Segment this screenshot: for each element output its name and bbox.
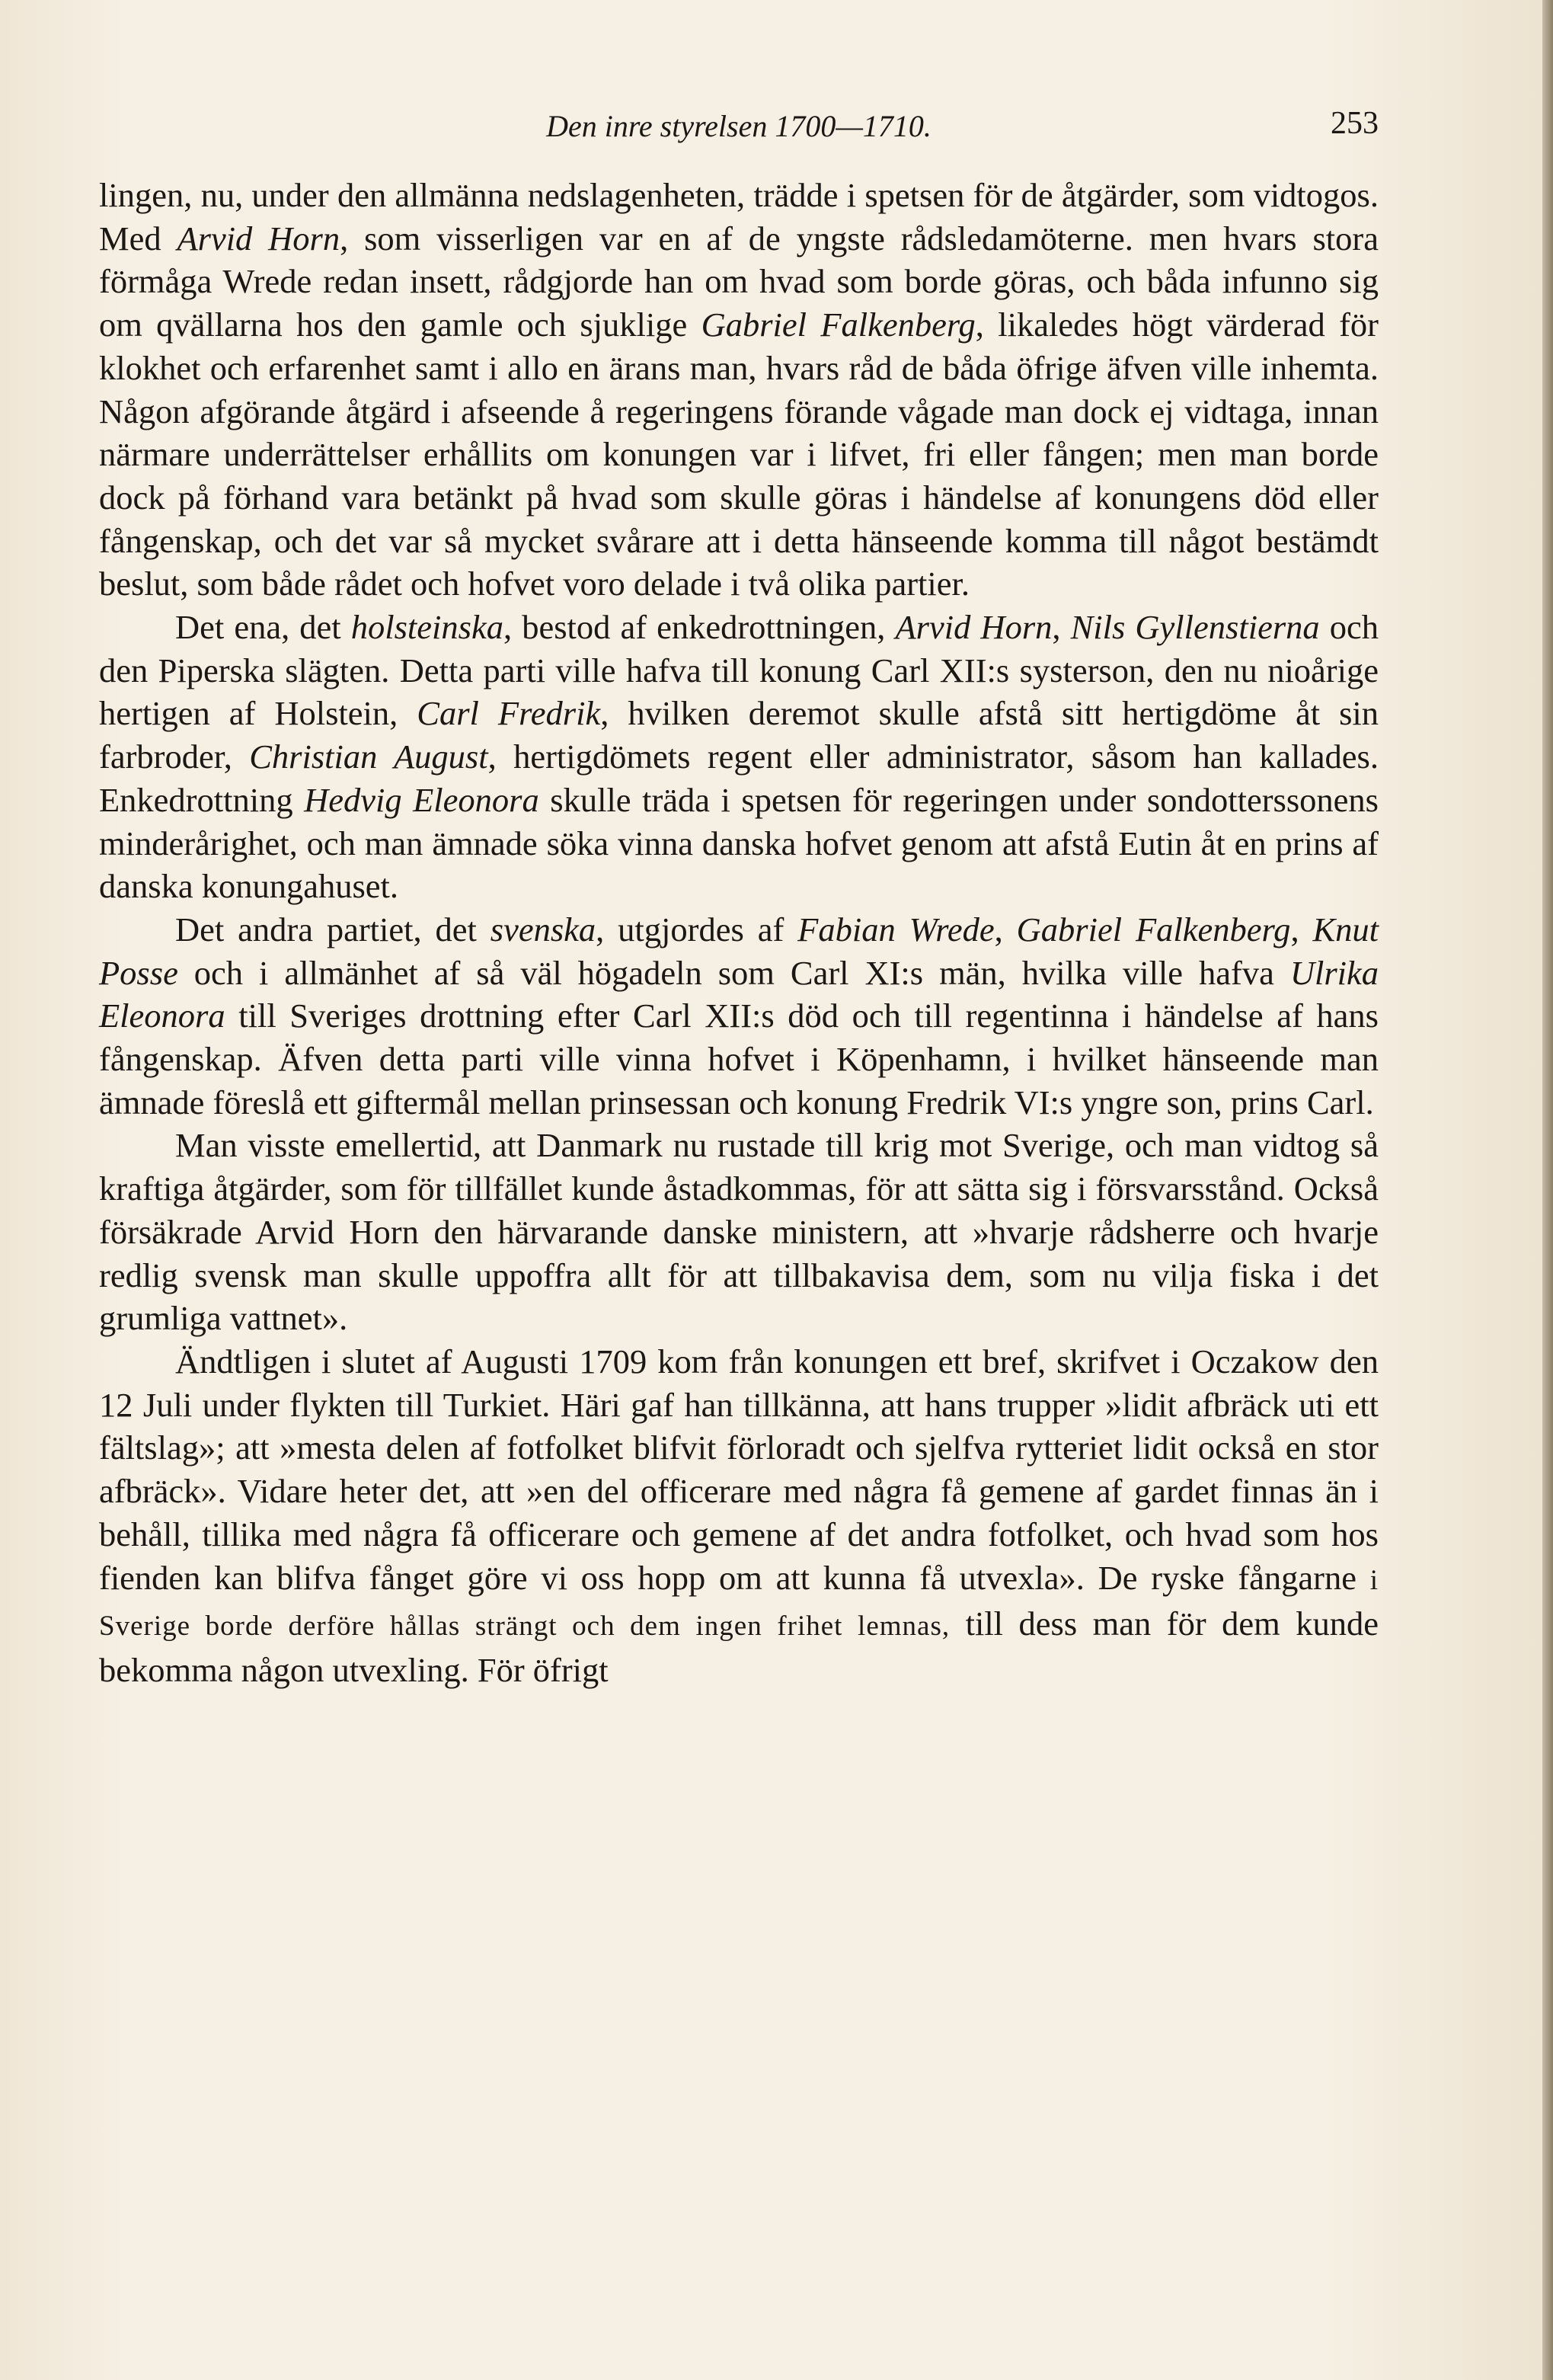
- page-edge-shadow: [1542, 0, 1553, 2380]
- italic-name: svenska: [490, 910, 596, 948]
- paragraph: [99, 1340, 1379, 1692]
- italic-name: Arvid Horn: [895, 608, 1053, 647]
- paragraph: [99, 606, 1379, 908]
- italic-name: Carl Fredrik: [417, 694, 601, 733]
- text-run: Man visste emellertid, att Danmark nu rustade till krig mot Sverige, och man vidtog så kraftiga åtgärder, som för tillfället kunde åstadkommas, för att sätta sig i försvarsstånd. Också försäkrade Arvid Horn den härvarande danske ministern, att »hvarje rådsherre och hvarje redlig svensk man skulle uppoffra allt för att tillbakavisa dem, som nu vilja fiska i det grumliga vattnet».: [99, 1126, 1379, 1338]
- text-run: , bestod af enkedrottningen,: [503, 608, 896, 647]
- text-run: , utgjordes af: [596, 910, 798, 948]
- text-run: skulle träda i spetsen för regeringen under sondotterssonens minderårighet, och man ämnade söka vinna danska hofvet genom att afstå Eutin åt en prins af danska konungahuset.: [99, 780, 1379, 906]
- italic-name: Ulrika Eleonora: [99, 953, 1379, 1035]
- italic-name: holsteinska: [350, 608, 503, 647]
- paragraph: [99, 174, 1379, 606]
- italic-name: Nils Gyllenstierna: [1070, 608, 1320, 647]
- italic-name: Hedvig Eleonora: [304, 780, 539, 819]
- italic-name: Knut Posse: [99, 910, 1379, 992]
- text-run: Ändtligen i slutet af Augusti 1709 kom från konungen ett bref, skrifvet i Oczakow den 12 Juli under flykten till Turkiet. Häri gaf han tillkänna, att hans trupper »lidit afbräck uti ett fältslag»; att »mesta delen af fotfolket blifvit förloradt och sjelfva rytteriet lidit också en stor afbräck». Vidare heter det, att »en del officerare med några få gemene af gardet finnas än i behåll, tillika med några få officerare och gemene af det andra fotfolket, och hvad som hos fienden kan blifva fånget göre vi oss hopp om att kunna få utvexla». De ryske fångarne: [99, 1342, 1379, 1597]
- text-run: till Sveriges drottning efter Carl XII:s död och till regentinna i händelse af hans fångenskap. Äfven detta parti ville vinna hofvet i Köpenhamn, i hvilket hänseende man ämnade föreslå ett giftermål mellan prinsessan och konung Fredrik VI:s yngre son, prins Carl.: [99, 996, 1379, 1121]
- text-run: och i allmänhet af så väl högadeln som Carl XI:s män, hvilka ville hafva: [177, 953, 1290, 992]
- paragraph: [99, 908, 1379, 1124]
- italic-name: Arvid Horn: [177, 219, 340, 258]
- italic-name: Christian August: [249, 737, 488, 776]
- italic-name: Fabian Wrede: [797, 910, 995, 948]
- text-run: lingen, nu, under den allmänna nedslagenheten, trädde i spetsen för de åtgärder, som vidtogos. Med: [99, 176, 1379, 258]
- body-text: [99, 174, 1379, 1692]
- text-run: Det andra partiet, det: [175, 910, 491, 948]
- text-run: ,: [1290, 910, 1313, 948]
- italic-name: Gabriel Falkenberg: [701, 305, 976, 344]
- text-run: ,: [1052, 608, 1071, 647]
- text-run: , likaledes högt värderad för klokhet och erfarenhet samt i allo en ärans man, hvars råd de båda öfrige äfven ville inhemta. Någon afgörande åtgärd i afseende å regeringens förande vågade man dock ej vidtaga, innan närmare underrättelser erhållits om konungen var i lifvet, fri eller fången; men man borde dock på förhand vara betänkt på hvad som skulle göras i händelse af konungens död eller fångenskap, och det var så mycket svårare att i detta hänseende komma till något bestämdt beslut, som både rådet och hofvet voro delade i två olika partier.: [99, 305, 1379, 603]
- text-run: , hvilken deremot skulle afstå sitt hertigdöme åt sin farbroder,: [99, 694, 1379, 776]
- italic-name: Gabriel Falkenberg: [1016, 910, 1291, 948]
- text-run: och den Piperska slägten. Detta parti ville hafva till konung Carl XII:s systerson, den nu nioårige hertigen af Holstein,: [99, 608, 1379, 733]
- text-run: , som visserligen var en af de yngste rådsledamöterne. men hvars stora förmåga Wrede redan insett, rådgjorde han om hvad som borde göras, och båda infunno sig om qvällarna hos den gamle och sjuklige: [99, 219, 1379, 344]
- running-title: Den inre styrelsen 1700—1710.: [546, 109, 931, 143]
- text-run: , hertigdömets regent eller administrator, såsom han kallades. Enkedrottning: [99, 737, 1379, 819]
- page-header: [99, 105, 1379, 151]
- text-run: Det ena, det: [175, 608, 351, 647]
- page-number: 253: [1331, 106, 1379, 141]
- small-type-line: i Sverige borde derföre hållas strängt och dem ingen frihet lemnas,: [99, 1564, 1379, 1643]
- text-run: till dess man för dem kunde bekomma någon utvexling. För öfrigt: [99, 1604, 1379, 1689]
- paragraph: [99, 1124, 1379, 1340]
- text-run: ,: [994, 910, 1017, 948]
